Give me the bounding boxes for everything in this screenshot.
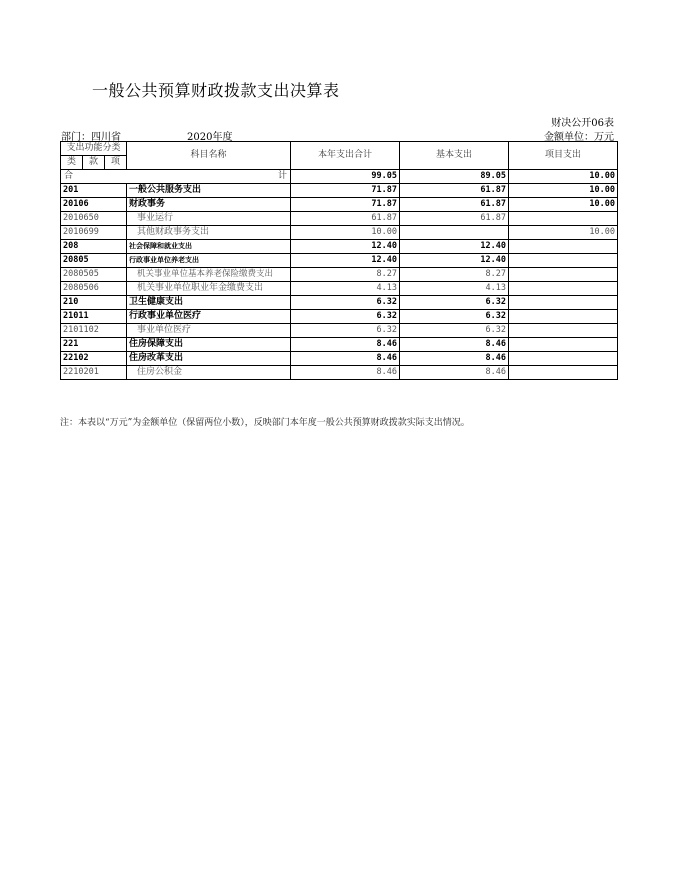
- table-row: [61, 310, 618, 324]
- row-total: 4.13: [291, 282, 400, 296]
- table-row: [61, 296, 618, 310]
- table-row: [61, 268, 618, 282]
- row-name: 卫生健康支出: [127, 296, 291, 310]
- row-total: 10.00: [291, 226, 400, 240]
- row-basic: 8.27: [400, 268, 509, 282]
- row-basic: 61.87: [400, 198, 509, 212]
- row-project: [509, 212, 618, 226]
- header-lei: 类: [61, 156, 83, 170]
- unit-label: 金额单位：万元: [544, 132, 614, 143]
- row-basic: 6.32: [400, 324, 509, 338]
- row-total: 8.46: [291, 366, 400, 380]
- row-project: 10.00: [509, 198, 618, 212]
- row-name: 行政事业单位养老支出: [127, 254, 291, 268]
- form-number: 财决公开06表: [551, 118, 614, 129]
- row-project: 10.00: [509, 184, 618, 198]
- row-basic: 8.46: [400, 366, 509, 380]
- row-code: 208: [61, 240, 127, 254]
- row-code: 2080505: [61, 268, 127, 282]
- row-basic: 61.87: [400, 184, 509, 198]
- total-sum: 99.05: [291, 170, 400, 184]
- table-row: [61, 352, 618, 366]
- row-code: 20106: [61, 198, 127, 212]
- row-total: 8.46: [291, 338, 400, 352]
- page-title: 一般公共预算财政拨款支出决算表: [92, 81, 340, 100]
- row-basic: [400, 226, 509, 240]
- row-name: 其他财政事务支出: [127, 226, 291, 240]
- row-total: 8.46: [291, 352, 400, 366]
- total-basic: 89.05: [400, 170, 509, 184]
- row-name: 机关事业单位基本养老保险缴费支出: [127, 268, 291, 282]
- row-name: 财政事务: [127, 198, 291, 212]
- total-label-he: 合: [64, 171, 74, 181]
- row-project: 10.00: [509, 226, 618, 240]
- row-code: 2010699: [61, 226, 127, 240]
- row-name: 住房公积金: [127, 366, 291, 380]
- row-basic: 8.46: [400, 352, 509, 366]
- row-code: 2010650: [61, 212, 127, 226]
- row-code: 2210201: [61, 366, 127, 380]
- row-basic: 12.40: [400, 254, 509, 268]
- total-row: [61, 170, 618, 184]
- row-code: 221: [61, 338, 127, 352]
- row-name: 事业单位医疗: [127, 324, 291, 338]
- row-total: 8.27: [291, 268, 400, 282]
- row-name: 事业运行: [127, 212, 291, 226]
- table-row: [61, 184, 618, 198]
- header-basic: 基本支出: [400, 142, 509, 170]
- row-code: 210: [61, 296, 127, 310]
- year-label: 2020年度: [187, 132, 233, 143]
- header-project: 项目支出: [509, 142, 618, 170]
- header-xiang: 项: [105, 156, 127, 170]
- total-project: 10.00: [509, 170, 618, 184]
- row-name: 一般公共服务支出: [127, 184, 291, 198]
- header-func-class: 支出功能分类: [61, 142, 127, 156]
- table-row: [61, 198, 618, 212]
- table-row: [61, 254, 618, 268]
- total-label: [61, 170, 291, 184]
- row-basic: 6.32: [400, 310, 509, 324]
- row-project: [509, 324, 618, 338]
- table-row: [61, 212, 618, 226]
- row-project: [509, 338, 618, 352]
- header-subject-name: 科目名称: [127, 142, 291, 170]
- row-project: [509, 254, 618, 268]
- row-project: [509, 282, 618, 296]
- row-code: 2101102: [61, 324, 127, 338]
- row-basic: 12.40: [400, 240, 509, 254]
- row-project: [509, 268, 618, 282]
- row-total: 6.32: [291, 296, 400, 310]
- row-total: 71.87: [291, 184, 400, 198]
- row-project: [509, 310, 618, 324]
- row-code: 22102: [61, 352, 127, 366]
- row-code: 20805: [61, 254, 127, 268]
- row-total: 6.32: [291, 324, 400, 338]
- row-name: 社会保障和就业支出: [127, 240, 291, 254]
- row-project: [509, 296, 618, 310]
- row-name: 行政事业单位医疗: [127, 310, 291, 324]
- row-basic: 6.32: [400, 296, 509, 310]
- row-project: [509, 352, 618, 366]
- row-total: 12.40: [291, 254, 400, 268]
- table-row: [61, 240, 618, 254]
- row-total: 12.40: [291, 240, 400, 254]
- row-total: 71.87: [291, 198, 400, 212]
- table-row: [61, 324, 618, 338]
- table-row: [61, 282, 618, 296]
- table-row: [61, 366, 618, 380]
- row-total: 61.87: [291, 212, 400, 226]
- row-code: 2080506: [61, 282, 127, 296]
- total-label-ji: 计: [277, 171, 287, 181]
- row-basic: 61.87: [400, 212, 509, 226]
- row-code: 21011: [61, 310, 127, 324]
- footnote: 注：本表以“万元”为金额单位（保留两位小数），反映部门本年度一般公共预算财政拨款实际支出情况。: [60, 418, 470, 428]
- row-total: 6.32: [291, 310, 400, 324]
- row-project: [509, 366, 618, 380]
- row-project: [509, 240, 618, 254]
- header-total: 本年支出合计: [291, 142, 400, 170]
- row-basic: 8.46: [400, 338, 509, 352]
- row-basic: 4.13: [400, 282, 509, 296]
- table-row: [61, 226, 618, 240]
- row-name: 住房保障支出: [127, 338, 291, 352]
- row-name: 机关事业单位职业年金缴费支出: [127, 282, 291, 296]
- table-row: [61, 338, 618, 352]
- department-label: 部门：四川省: [61, 132, 121, 143]
- expenditure-table: [60, 141, 618, 380]
- header-kuan: 款: [83, 156, 105, 170]
- row-name: 住房改革支出: [127, 352, 291, 366]
- row-code: 201: [61, 184, 127, 198]
